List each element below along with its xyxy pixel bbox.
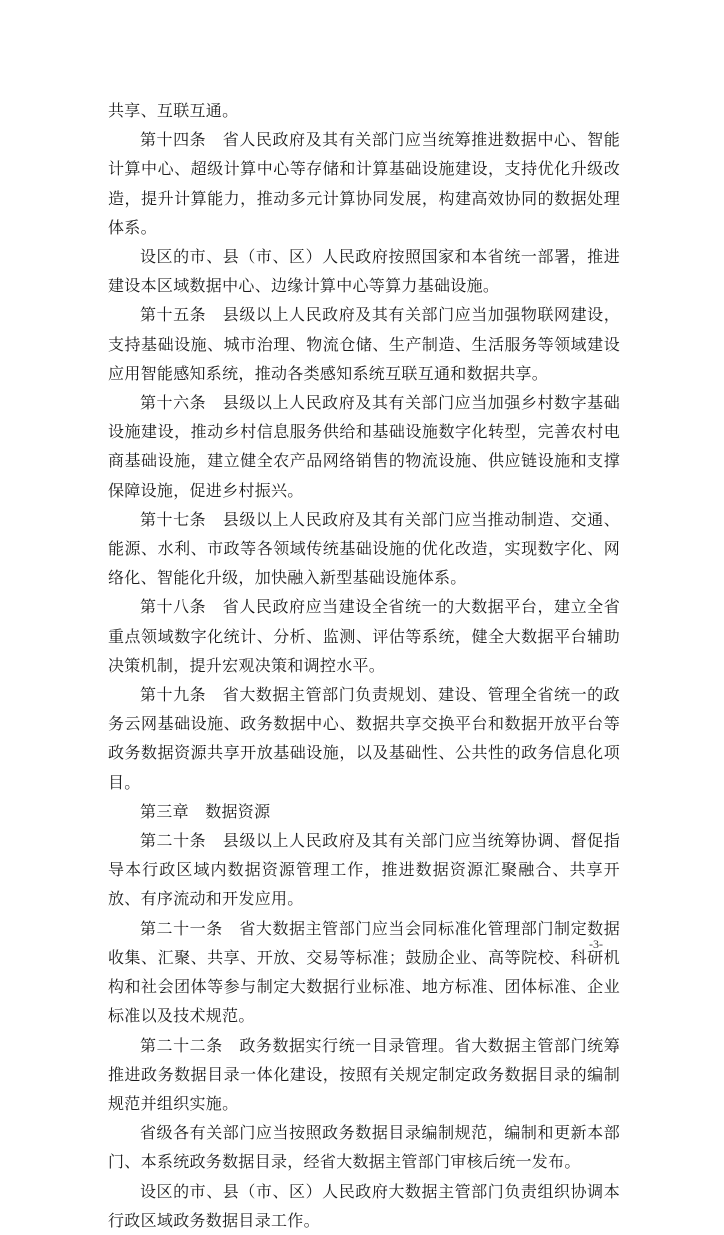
article-22: 第二十二条 政务数据实行统一目录管理。省大数据主管部门统筹推进政务数据目录一体化建设，按照有关规定制定政务数据目录的编制规范并组织实施。 bbox=[108, 1035, 620, 1113]
article-22-clause-2: 省级各有关部门应当按照政务数据目录编制规范，编制和更新本部门、本系统政务数据目录，经省大数据主管部门审核后统一发布。 bbox=[108, 1123, 620, 1172]
article-21: 第二十一条 省大数据主管部门应当会同标准化管理部门制定数据收集、汇聚、共享、开放、交易等标准；鼓励企业、高等院校、科研机构和社会团体等参与制定大数据行业标准、地方标准、团体标准、企业标准以及技术规范。 bbox=[108, 918, 620, 1026]
article-14: 第十四条 省人民政府及其有关部门应当统筹推进数据中心、智能计算中心、超级计算中心等存储和计算基础设施建设，支持优化升级改造，提升计算能力，推动多元计算协同发展，构建高效协同的数据处理体系。 bbox=[108, 130, 620, 237]
article-22-clause-3: 设区的市、县（市、区）人民政府大数据主管部门负责组织协调本行政区域政务数据目录工作。 bbox=[108, 1181, 620, 1230]
article-19: 第十九条 省大数据主管部门负责规划、建设、管理全省统一的政务云网基础设施、政务数据中心、数据共享交换平台和数据开放平台等政务数据资源共享开放基础设施，以及基础性、公共性的政务信息化项目。 bbox=[108, 685, 620, 792]
article-15: 第十五条 县级以上人民政府及其有关部门应当加强物联网建设，支持基础设施、城市治理、物流仓储、生产制造、生活服务等领域建设应用智能感知系统，推动各类感知系统互联互通和数据共享。 bbox=[108, 305, 620, 383]
article-17: 第十七条 县级以上人民政府及其有关部门应当推动制造、交通、能源、水利、市政等各领域传统基础设施的优化改造，实现数字化、网络化、智能化升级，加快融入新型基础设施体系。 bbox=[108, 509, 620, 588]
article-16: 第十六条 县级以上人民政府及其有关部门应当加强乡村数字基础设施建设，推动乡村信息服务供给和基础设施数字化转型，完善农村电商基础设施，建立健全农产品网络销售的物流设施、供应链设施和支撑保障设施，促进乡村振兴。 bbox=[108, 393, 620, 500]
article-14-clause-2: 设区的市、县（市、区）人民政府按照国家和本省统一部署，推进建设本区域数据中心、边缘计算中心等算力基础设施。 bbox=[108, 247, 620, 296]
paragraph-continuation: 共享、互联互通。 bbox=[108, 101, 239, 120]
article-18: 第十八条 省人民政府应当建设全省统一的大数据平台，建立全省重点领域数字化统计、分析、监测、评估等系统，健全大数据平台辅助决策机制，提升宏观决策和调控水平。 bbox=[108, 597, 620, 675]
article-20: 第二十条 县级以上人民政府及其有关部门应当统筹协调、督促指导本行政区域内数据资源管理工作，推进数据资源汇聚融合、共享开放、有序流动和开发应用。 bbox=[108, 831, 620, 909]
chapter-heading: 第三章 数据资源 bbox=[140, 801, 271, 821]
document-page bbox=[108, 96, 620, 1235]
page-number: -3- bbox=[589, 937, 603, 951]
